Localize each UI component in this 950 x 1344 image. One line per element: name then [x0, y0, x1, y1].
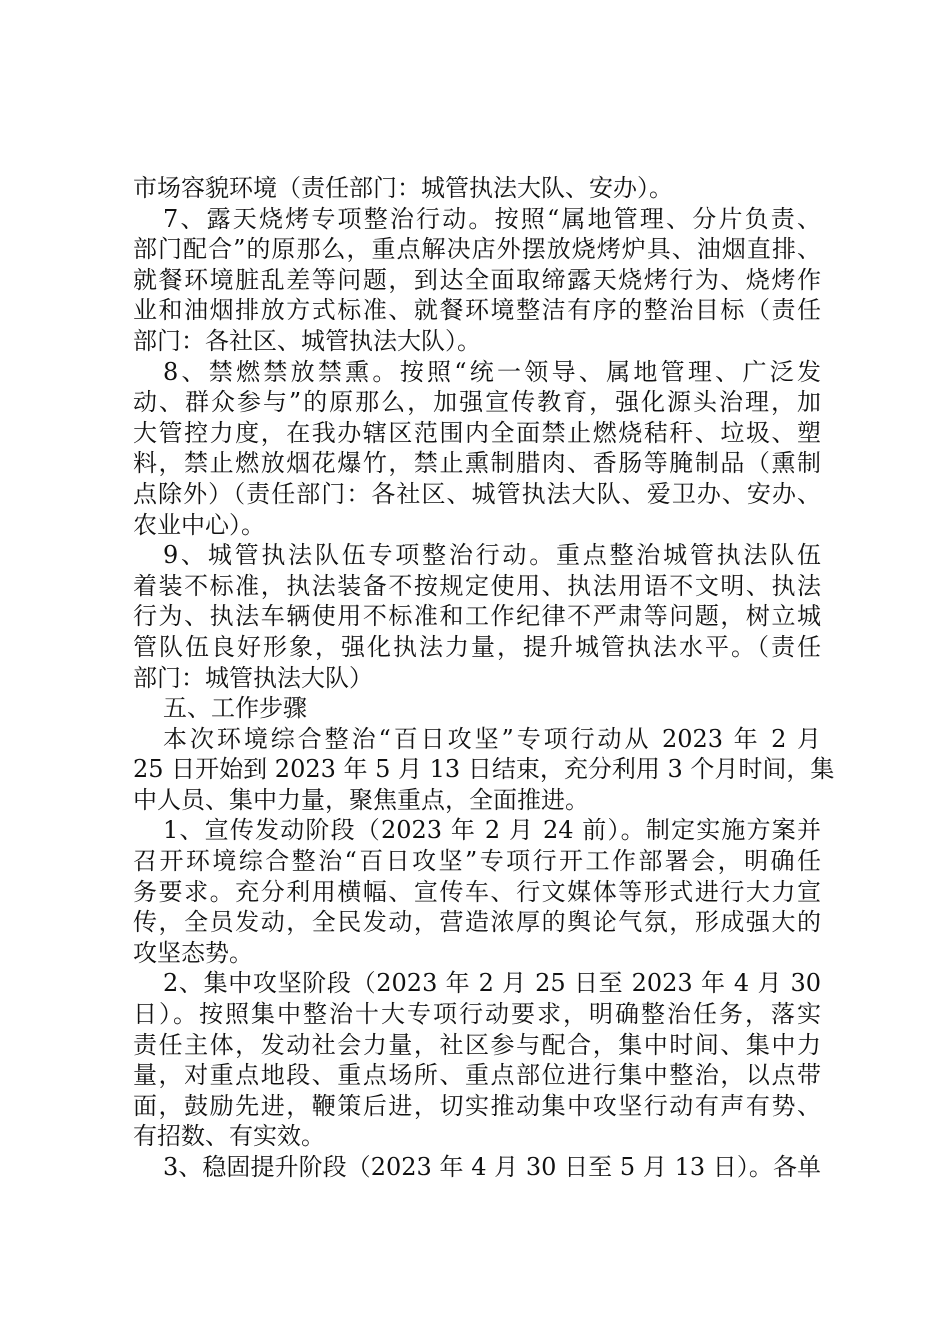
text-line: 大管控力度，在我办辖区范围内全面禁止燃烧秸秆、垃圾、塑 — [133, 418, 821, 447]
text-line: 2、集中攻坚阶段（2023 年 2 月 25 日至 2023 年 4 月 30 — [163, 969, 821, 998]
text-line: 8、禁燃禁放禁熏。按照“统一领导、属地管理、广泛发 — [163, 357, 821, 386]
text-line: 有招数、有实效。 — [133, 1122, 325, 1151]
text-line: 就餐环境脏乱差等问题，到达全面取缔露天烧烤行为、烧烤作 — [133, 265, 821, 294]
text-line: 攻坚态势。 — [133, 938, 253, 967]
text-line: 动、群众参与”的原那么，加强宣传教育，强化源头治理，加 — [133, 388, 821, 417]
text-line: 25 日开始到 2023 年 5 月 13 日结束，充分利用 3 个月时间，集 — [133, 755, 835, 784]
text-line: 管队伍良好形象，强化执法力量，提升城管执法水平。（责任 — [133, 632, 821, 661]
paragraph — [133, 815, 821, 968]
paragraph — [133, 724, 835, 816]
text-line: 7、露天烧烤专项整治行动。按照“属地管理、分片负责、 — [163, 204, 821, 233]
paragraph — [133, 1152, 821, 1183]
paragraph — [133, 204, 821, 357]
text-line: 农业中心）。 — [133, 510, 265, 539]
text-line: 部门：城管执法大队） — [133, 663, 373, 692]
text-line: 部门配合”的原那么，重点解决店外摆放烧烤炉具、油烟直排、 — [133, 235, 821, 264]
text-line: 中人员、集中力量，聚焦重点，全面推进。 — [133, 785, 589, 814]
paragraph — [133, 693, 821, 724]
text-line: 召开环境综合整治“百日攻坚”专项行开工作部署会，明确任 — [133, 847, 821, 876]
paragraph — [133, 540, 821, 693]
text-line: 务要求。充分利用横幅、宣传车、行文媒体等形式进行大力宣 — [133, 877, 821, 906]
text-line: 1、宣传发动阶段（2023 年 2 月 24 前）。制定实施方案并 — [163, 816, 821, 845]
paragraph — [133, 173, 821, 204]
text-line: 业和油烟排放方式标准、就餐环境整洁有序的整治目标（责任 — [133, 296, 821, 325]
text-line: 行为、执法车辆使用不标准和工作纪律不严肃等问题，树立城 — [133, 602, 821, 631]
text-line: 传，全员发动，全民发动，营造浓厚的舆论气氛，形成强大的 — [133, 908, 821, 937]
text-line: 点除外）（责任部门：各社区、城管执法大队、爱卫办、安办、 — [133, 479, 821, 508]
text-line: 量，对重点地段、重点场所、重点部位进行集中整治，以点带 — [133, 1061, 821, 1090]
text-line: 部门：各社区、城管执法大队）。 — [133, 326, 481, 355]
text-line: 责任主体，发动社会力量，社区参与配合，集中时间、集中力 — [133, 1030, 821, 1059]
text-line: 市场容貌环境（责任部门：城管执法大队、安办）。 — [133, 174, 673, 202]
paragraph — [133, 968, 821, 1152]
text-line: 料，禁止燃放烟花爆竹，禁止熏制腊肉、香肠等腌制品（熏制 — [133, 449, 821, 478]
text-line: 本次环境综合整治“百日攻坚”专项行动从 2023 年 2 月 — [163, 724, 821, 753]
text-line: 五、工作步骤 — [163, 694, 307, 723]
text-line: 面，鼓励先进，鞭策后进，切实推动集中攻坚行动有声有势、 — [133, 1091, 821, 1120]
text-line: 着装不标准，执法装备不按规定使用、执法用语不文明、执法 — [133, 571, 821, 600]
paragraph — [133, 357, 821, 541]
document-body — [133, 173, 835, 1183]
text-line: 3、稳固提升阶段（2023 年 4 月 30 日至 5 月 13 日）。各单 — [163, 1153, 821, 1181]
text-line: 日）。按照集中整治十大专项行动要求，明确整治任务，落实 — [133, 1000, 821, 1029]
text-line: 9、城管执法队伍专项整治行动。重点整治城管执法队伍 — [163, 541, 821, 570]
